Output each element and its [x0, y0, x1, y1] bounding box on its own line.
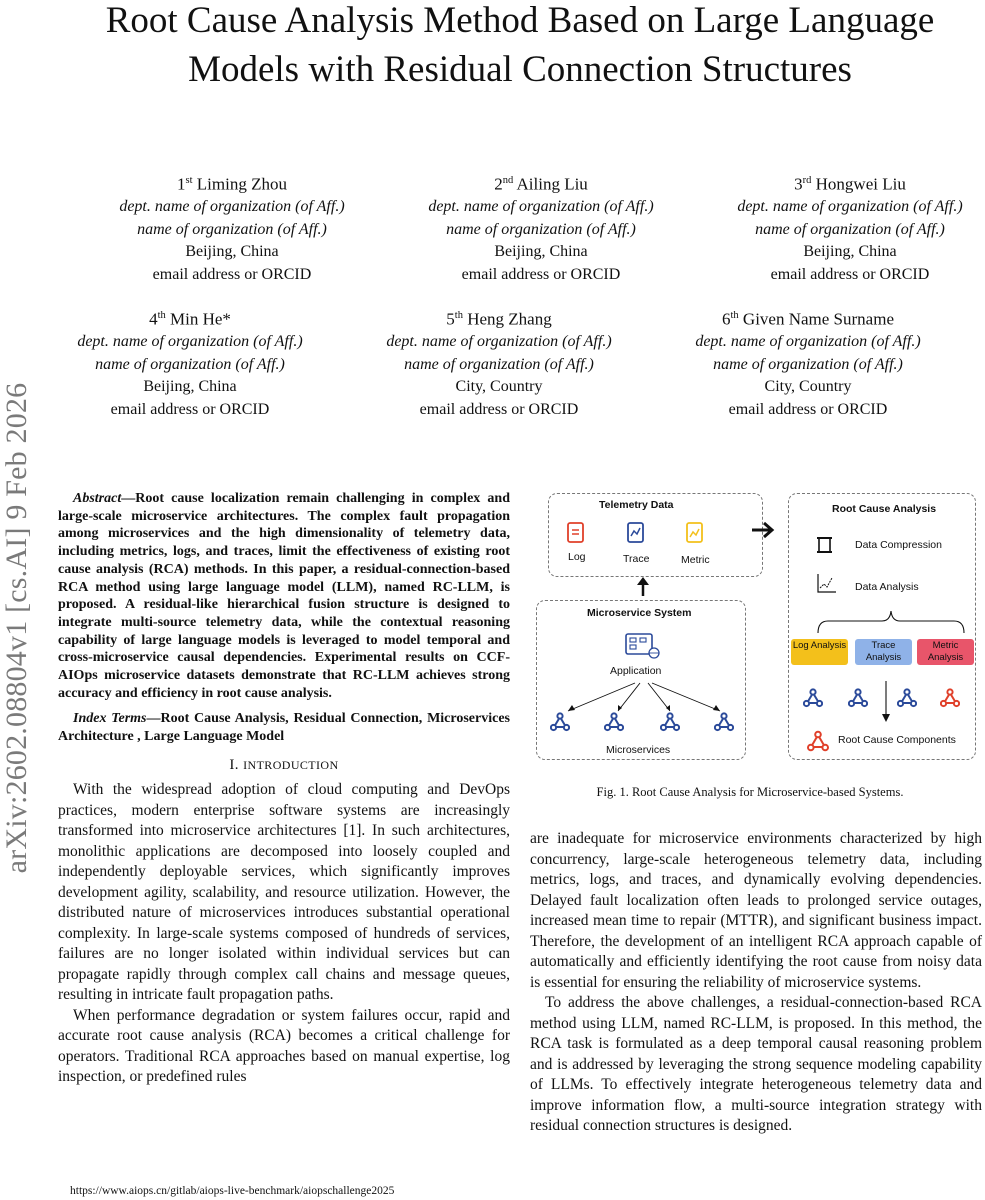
microservices-label: Microservices [606, 744, 671, 756]
author-name: Heng Zhang [467, 309, 552, 329]
author-location: Beijing, China [185, 243, 279, 261]
author-ordinal-suffix: st [185, 175, 193, 186]
right-arrow-icon [752, 520, 778, 540]
author-block-6 [658, 305, 958, 421]
intro-paragraph-3: are inadequate for microservice environments characterized by high concurrency, large-scale heterogeneous telemetry data, including metrics, logs, and traces, and dynamically evolving dependencies. Delayed fault localization often leads to prolonged service outages, increased mean time to repair (MTTR), and significant business impact. Therefore, the development of an intelligent RCA approach capable of automatically and efficiently identifying the root cause from noisy data is essential for ensuring the reliability of microservice systems. [530, 830, 982, 991]
author-dept: dept. name of organization (of Aff.) [77, 333, 303, 351]
index-terms [58, 710, 510, 745]
footnote: https://www.aiops.cn/gitlab/aiops-live-benchmark/aiopschallenge2025 [70, 1185, 395, 1197]
author-ordinal-suffix: th [454, 310, 463, 321]
author-name: Min He* [170, 309, 231, 329]
paper-title: Root Cause Analysis Method Based on Large Language Models with Residual Connection Structures [105, 0, 935, 90]
index-terms-label: Index Terms [73, 711, 147, 727]
analysis-brace [816, 609, 966, 635]
arxiv-id: arXiv:2602.08804v1 [cs.AI] 9 Feb 2026 [0, 382, 33, 874]
author-org: name of organization (of Aff.) [95, 355, 285, 373]
author-dept: dept. name of organization (of Aff.) [386, 333, 612, 351]
author-contact: email address or ORCID [728, 400, 888, 418]
application-label: Application [610, 665, 662, 677]
author-ordinal: 1 [177, 174, 186, 194]
author-ordinal: 2 [494, 174, 503, 194]
metric-label: Metric [681, 554, 710, 566]
component-node-icon [940, 688, 960, 708]
data-compression-icon [816, 536, 834, 554]
author-dept: dept. name of organization (of Aff.) [119, 198, 345, 216]
abstract-text: —Root cause localization remain challenging in complex and large-scale microservice architectures. The complex fault propagation among microservices and the high dimensionality of telemetry data, including metrics, logs, and traces, limit the effectiveness of existing root cause analysis (RCA) methods. In this paper, a residual-connection-based RCA method using large language model (LLM), named RC-LLM, is proposed. A residual-like hierarchical fusion structure is designed to integrate multi-source telemetry data, while the contextual reasoning capability of large language models is leveraged to model temporal and cross-microservice causal dependencies. Experimental results on CCF-AIOps microservice datasets demonstrate that RC-LLM achieves strong accuracy and efficiency in root cause analysis. [58, 491, 510, 701]
author-contact: email address or ORCID [461, 265, 621, 283]
author-org: name of organization (of Aff.) [446, 220, 636, 238]
microservice-node-icon [660, 712, 680, 732]
author-location: City, Country [455, 378, 543, 396]
author-name: Given Name Surname [742, 309, 894, 329]
microservice-title: Microservice System [587, 607, 692, 619]
author-ordinal-suffix: nd [502, 175, 514, 186]
microservice-node-icon [604, 712, 624, 732]
intro-paragraph-2: When performance degradation or system failures occur, rapid and accurate root cause analysis (RCA) becomes a critical challenge for operators. Traditional RCA approaches based on manual expertise, log inspection, or predefined rules [58, 1006, 510, 1086]
application-icon [623, 631, 661, 663]
author-dept: dept. name of organization (of Aff.) [428, 198, 654, 216]
abstract-label: Abstract [73, 491, 122, 506]
intro-paragraph-1: With the widespread adoption of cloud computing and DevOps practices, modern enterprise software systems are increasingly transformed into microservice architectures [1]. In such architectures, monolithic applications are decomposed into loosely coupled and independently deployable services, which significantly improves development agility, scalability, and resource utilization. However, the distributed nature of microservices introduces substantial operational complexity. In large-scale systems composed of hundreds of services, failures are no longer isolated within individual services but can propagate rapidly through complex call chains and message queues, resulting in intricate fault propagation paths. [58, 781, 510, 1004]
author-name: Ailing Liu [516, 174, 588, 194]
author-ordinal-suffix: rd [802, 175, 812, 186]
microservice-node-icon [550, 712, 570, 732]
author-dept: dept. name of organization (of Aff.) [695, 333, 921, 351]
author-org: name of organization (of Aff.) [713, 355, 903, 373]
log-label: Log [568, 551, 586, 563]
abstract [58, 490, 510, 702]
section-heading [58, 755, 510, 776]
author-block-2 [391, 170, 691, 286]
root-cause-node-icon [807, 730, 829, 752]
log-file-icon [566, 521, 588, 545]
author-ordinal-suffix: th [157, 310, 166, 321]
author-location: City, Country [764, 378, 852, 396]
up-arrow-icon [635, 577, 651, 597]
down-arrow-icon [880, 681, 892, 723]
trace-label: Trace [623, 553, 650, 565]
data-analysis-label: Data Analysis [855, 581, 919, 593]
rca-title: Root Cause Analysis [832, 503, 937, 515]
author-location: Beijing, China [143, 378, 237, 396]
author-block-5 [349, 305, 649, 421]
section-number: I. [229, 756, 239, 773]
intro-paragraph-4: To address the above challenges, a residual-connection-based RCA method using LLM, named RC-LLM, is proposed. In this method, the RCA task is formulated as a deep temporal causal reasoning problem and is addressed by leveraging the strong sequence modeling capability of LLMs. To effectively integrate heterogeneous telemetry data and improve information flow, a multi-source integration strategy with residual connection structures is designed. [530, 994, 982, 1134]
right-column [530, 829, 982, 1137]
author-ordinal: 3 [794, 174, 803, 194]
author-ordinal: 5 [446, 309, 455, 329]
data-analysis-icon [816, 572, 838, 594]
component-node-icon [848, 688, 868, 708]
log-analysis-chip: Log Analysis [791, 639, 848, 665]
author-org: name of organization (of Aff.) [404, 355, 594, 373]
section-title: INTRODUCTION [243, 757, 339, 772]
author-block-1 [82, 170, 382, 286]
figure-1 [520, 485, 980, 780]
author-contact: email address or ORCID [770, 265, 930, 283]
author-location: Beijing, China [494, 243, 588, 261]
author-name: Liming Zhou [196, 174, 287, 194]
telemetry-title: Telemetry Data [599, 499, 674, 511]
arxiv-stamp [0, 318, 34, 938]
index-terms-text: —Root Cause Analysis, Residual Connection, Microservices Architecture , Large Language Model [58, 711, 511, 745]
author-name: Hongwei Liu [815, 174, 906, 194]
figure-caption: Fig. 1. Root Cause Analysis for Microservice-based Systems. [596, 785, 904, 799]
author-ordinal: 6 [722, 309, 731, 329]
trace-file-icon [626, 521, 648, 545]
data-compression-label: Data Compression [855, 539, 942, 551]
author-ordinal-suffix: th [730, 310, 739, 321]
component-node-icon [803, 688, 823, 708]
author-org: name of organization (of Aff.) [755, 220, 945, 238]
trace-analysis-chip: Trace Analysis [855, 639, 912, 665]
metric-analysis-chip: Metric Analysis [917, 639, 974, 665]
left-column [58, 490, 510, 1088]
author-ordinal: 4 [149, 309, 158, 329]
author-contact: email address or ORCID [110, 400, 270, 418]
author-contact: email address or ORCID [419, 400, 579, 418]
author-block-4 [40, 305, 340, 421]
root-cause-components-label: Root Cause Components [838, 734, 956, 746]
author-contact: email address or ORCID [152, 265, 312, 283]
author-org: name of organization (of Aff.) [137, 220, 327, 238]
metric-file-icon [685, 521, 707, 545]
component-node-icon [897, 688, 917, 708]
microservice-node-icon [714, 712, 734, 732]
author-location: Beijing, China [803, 243, 897, 261]
author-block-3 [700, 170, 985, 286]
microservice-arrows [540, 675, 740, 735]
author-dept: dept. name of organization (of Aff.) [737, 198, 963, 216]
